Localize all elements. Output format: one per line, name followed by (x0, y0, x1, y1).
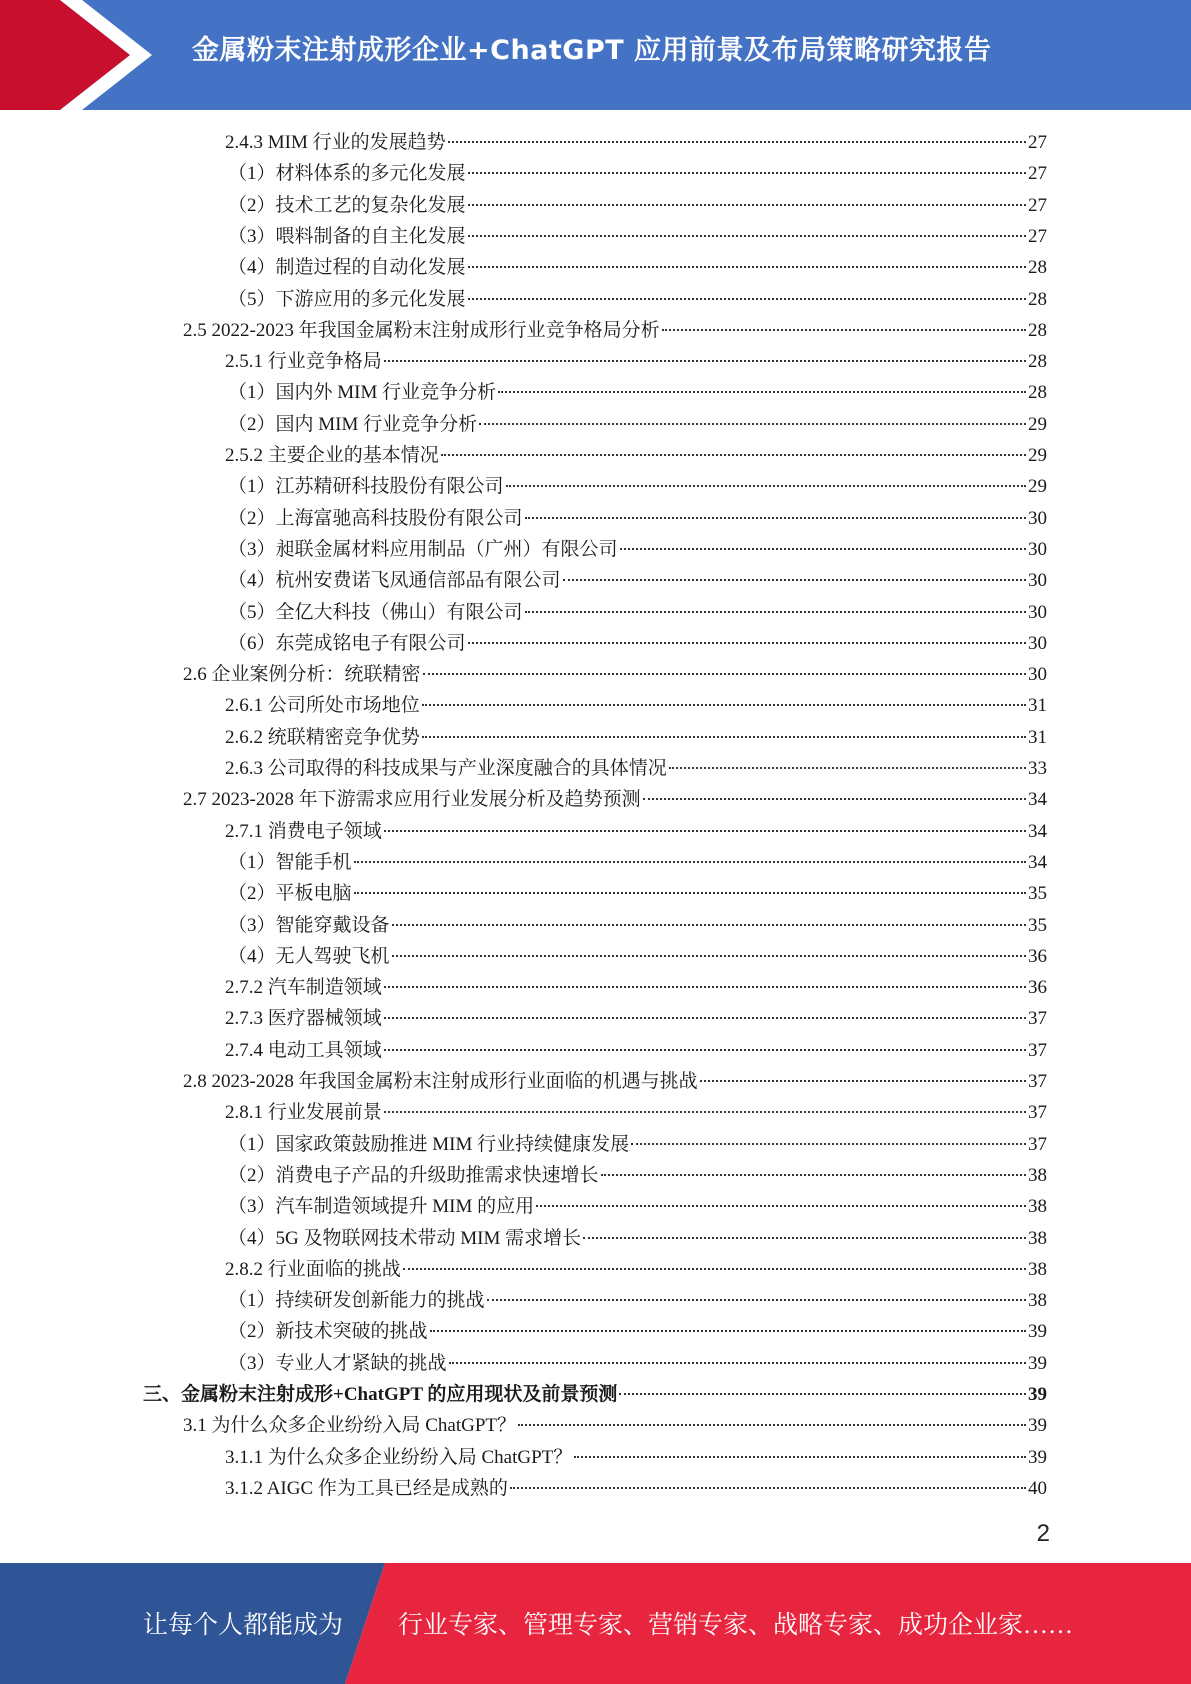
toc-entry-title: （2）平板电脑 (228, 883, 352, 905)
toc-entry-title: 2.7.1 消费电子领域 (225, 820, 382, 842)
toc-entry-page: 37 (1028, 1039, 1047, 1061)
toc-entry[interactable] (225, 346, 1047, 377)
toc-entry-title: （6）东莞成铭电子有限公司 (228, 632, 466, 654)
toc-dot-leader (563, 579, 1026, 581)
toc-entry-page: 39 (1028, 1352, 1047, 1374)
toc-entry-title: 2.8.1 行业发展前景 (225, 1102, 382, 1124)
toc-entry-title: （4）杭州安费诺飞凤通信部品有限公司 (228, 570, 561, 592)
toc-dot-leader (423, 673, 1026, 675)
toc-entry-page: 35 (1028, 914, 1047, 936)
toc-entry[interactable] (228, 1191, 1047, 1222)
toc-entry[interactable] (225, 127, 1047, 158)
toc-entry-page: 30 (1028, 538, 1047, 560)
toc-dot-leader (384, 986, 1026, 988)
toc-dot-leader (487, 1299, 1026, 1301)
toc-dot-leader (525, 517, 1026, 519)
toc-entry-title: 2.6.1 公司所处市场地位 (225, 695, 420, 717)
toc-entry[interactable] (228, 941, 1047, 972)
toc-dot-leader (403, 1268, 1026, 1270)
page-footer (0, 1563, 1191, 1684)
toc-entry[interactable] (228, 503, 1047, 534)
toc-entry-title: （1）材料体系的多元化发展 (228, 163, 466, 185)
toc-entry-page: 35 (1028, 883, 1047, 905)
toc-entry-title: （4）5G 及物联网技术带动 MIM 需求增长 (228, 1227, 582, 1249)
toc-dot-leader (392, 924, 1026, 926)
toc-entry[interactable] (225, 1442, 1047, 1473)
toc-entry-title: （2）技术工艺的复杂化发展 (228, 194, 466, 216)
toc-entry[interactable] (228, 252, 1047, 283)
toc-entry-page: 39 (1028, 1384, 1047, 1405)
toc-entry[interactable] (183, 1410, 1047, 1441)
toc-dot-leader (384, 830, 1026, 832)
toc-entry[interactable] (183, 315, 1047, 346)
toc-entry-page: 38 (1028, 1227, 1047, 1249)
toc-entry-title: 三、金属粉末注射成形+ChatGPT 的应用现状及前景预测 (143, 1384, 618, 1405)
toc-dot-leader (384, 1049, 1026, 1051)
toc-entry-page: 39 (1028, 1446, 1047, 1468)
toc-entry[interactable] (225, 1097, 1047, 1128)
toc-entry[interactable] (228, 158, 1047, 189)
toc-entry-page: 28 (1028, 257, 1047, 279)
toc-dot-leader (619, 1393, 1026, 1395)
toc-dot-leader (392, 955, 1026, 957)
toc-entry-title: （3）智能穿戴设备 (228, 914, 390, 936)
toc-entry-title: 2.6 企业案例分析：统联精密 (183, 664, 421, 686)
toc-entry-page: 31 (1028, 726, 1047, 748)
toc-entry-title: （2）新技术突破的挑战 (228, 1321, 428, 1343)
toc-dot-leader (498, 391, 1026, 393)
toc-entry-title: （3）喂料制备的自主化发展 (228, 225, 466, 247)
toc-entry-title: 3.1.2 AIGC 作为工具已经是成熟的 (225, 1477, 508, 1499)
toc-entry-title: 2.5.1 行业竞争格局 (225, 351, 382, 373)
toc-entry[interactable] (225, 690, 1047, 721)
toc-entry[interactable] (228, 878, 1047, 909)
toc-entry-page: 39 (1028, 1415, 1047, 1437)
toc-dot-leader (448, 141, 1026, 143)
toc-entry-title: （1）国家政策鼓励推进 MIM 行业持续健康发展 (228, 1133, 630, 1155)
toc-entry-page: 33 (1028, 758, 1047, 779)
toc-entry-page: 29 (1028, 413, 1047, 435)
toc-dot-leader (468, 204, 1026, 206)
toc-entry-title: （4）无人驾驶飞机 (228, 945, 390, 967)
toc-dot-leader (574, 1456, 1026, 1458)
toc-dot-leader (525, 611, 1026, 613)
toc-dot-leader (468, 298, 1026, 300)
toc-entry-page: 37 (1028, 1008, 1047, 1030)
toc-entry-page: 38 (1028, 1290, 1047, 1312)
toc-entry-page: 34 (1028, 789, 1047, 811)
toc-entry-title: （4）制造过程的自动化发展 (228, 257, 466, 279)
toc-entry[interactable] (228, 847, 1047, 878)
toc-entry[interactable] (143, 1379, 1047, 1410)
toc-entry[interactable] (225, 1254, 1047, 1285)
toc-entry-page: 27 (1028, 163, 1047, 185)
toc-entry-title: （3）汽车制造领域提升 MIM 的应用 (228, 1196, 535, 1218)
toc-entry[interactable] (228, 1129, 1047, 1160)
toc-entry-page: 28 (1028, 288, 1047, 310)
toc-entry-page: 39 (1028, 1321, 1047, 1343)
toc-dot-leader (536, 1205, 1026, 1207)
toc-dot-leader (384, 1111, 1026, 1113)
toc-entry-page: 30 (1028, 601, 1047, 623)
toc-entry-title: （5）全亿大科技（佛山）有限公司 (228, 601, 523, 623)
toc-dot-leader (441, 454, 1026, 456)
toc-dot-leader (583, 1237, 1026, 1239)
toc-entry[interactable] (225, 440, 1047, 471)
toc-entry-page: 27 (1028, 194, 1047, 216)
toc-dot-leader (510, 1487, 1026, 1489)
toc-entry[interactable] (228, 284, 1047, 315)
toc-entry-title: 2.6.3 公司取得的科技成果与产业深度融合的具体情况 (225, 758, 667, 779)
toc-dot-leader (468, 642, 1026, 644)
toc-entry-page: 34 (1028, 820, 1047, 842)
toc-dot-leader (662, 329, 1026, 331)
toc-entry[interactable] (228, 1160, 1047, 1191)
toc-entry-title: （1）持续研发创新能力的挑战 (228, 1290, 485, 1312)
toc-entry-page: 30 (1028, 632, 1047, 654)
toc-entry[interactable] (225, 972, 1047, 1003)
toc-entry-title: （2）消费电子产品的升级助推需求快速增长 (228, 1164, 599, 1186)
toc-entry[interactable] (225, 1003, 1047, 1034)
footer-slogan-right: 行业专家、管理专家、营销专家、战略专家、成功企业家…… (398, 1612, 1074, 1639)
toc-dot-leader (479, 423, 1026, 425)
toc-dot-leader (430, 1330, 1026, 1332)
report-title: 金属粉末注射成形企业+ChatGPT 应用前景及布局策略研究报告 (192, 35, 992, 66)
toc-dot-leader (422, 736, 1026, 738)
toc-dot-leader (506, 485, 1026, 487)
toc-dot-leader (449, 1362, 1026, 1364)
toc-entry-page: 27 (1028, 132, 1047, 153)
toc-dot-leader (620, 548, 1026, 550)
toc-dot-leader (601, 1174, 1026, 1176)
toc-dot-leader (468, 235, 1026, 237)
toc-entry-page: 40 (1028, 1477, 1047, 1499)
toc-entry-title: 2.5.2 主要企业的基本情况 (225, 445, 439, 466)
toc-entry-title: （1）国内外 MIM 行业竞争分析 (228, 382, 497, 404)
toc-entry-title: 2.7.4 电动工具领域 (225, 1039, 382, 1061)
toc-dot-leader (631, 1143, 1026, 1145)
toc-entry[interactable] (228, 471, 1047, 502)
page-number: 2 (1036, 1520, 1050, 1547)
toc-entry-title: 2.8.2 行业面临的挑战 (225, 1258, 401, 1280)
toc-entry-page: 29 (1028, 445, 1047, 466)
toc-entry[interactable] (225, 1035, 1047, 1066)
toc-entry[interactable] (183, 659, 1047, 690)
toc-dot-leader (700, 1080, 1026, 1082)
toc-entry-page: 37 (1028, 1133, 1047, 1155)
toc-entry[interactable] (228, 597, 1047, 628)
toc-dot-leader (354, 861, 1026, 863)
toc-entry-title: 2.7.2 汽车制造领域 (225, 977, 382, 999)
toc-entry-title: 3.1 为什么众多企业纷纷入局 ChatGPT？ (183, 1415, 517, 1437)
toc-dot-leader (468, 266, 1026, 268)
toc-entry-page: 38 (1028, 1164, 1047, 1186)
toc-entry-title: （2）国内 MIM 行业竞争分析 (228, 413, 478, 435)
toc-entry[interactable] (225, 816, 1047, 847)
footer-slogan-left: 让每个人都能成为 (143, 1612, 344, 1639)
toc-entry-page: 28 (1028, 319, 1047, 341)
toc-entry[interactable] (225, 722, 1047, 753)
toc-entry[interactable] (228, 409, 1047, 440)
toc-dot-leader (354, 892, 1026, 894)
toc-entry-title: （3）昶联金属材料应用制品（广州）有限公司 (228, 538, 618, 560)
toc-entry-page: 27 (1028, 225, 1047, 247)
toc-entry-page: 28 (1028, 382, 1047, 404)
toc-dot-leader (422, 704, 1026, 706)
toc-entry-page: 37 (1028, 1102, 1047, 1124)
toc-entry-title: （3）专业人才紧缺的挑战 (228, 1352, 447, 1374)
toc-entry-title: 2.8 2023-2028 年我国金属粉末注射成形行业面临的机遇与挑战 (183, 1071, 698, 1092)
toc-entry[interactable] (183, 784, 1047, 815)
toc-entry-page: 30 (1028, 507, 1047, 529)
toc-dot-leader (669, 767, 1026, 769)
toc-dot-leader (643, 798, 1026, 800)
toc-entry[interactable] (183, 1066, 1047, 1097)
toc-entry[interactable] (228, 534, 1047, 565)
toc-entry-page: 37 (1028, 1071, 1047, 1092)
toc-entry[interactable] (225, 753, 1047, 784)
toc-entry[interactable] (228, 628, 1047, 659)
page-header (0, 0, 1191, 110)
toc-entry[interactable] (228, 221, 1047, 252)
toc-entry-page: 30 (1028, 664, 1047, 686)
toc-entry-page: 38 (1028, 1258, 1047, 1280)
toc-entry-title: 2.7 2023-2028 年下游需求应用行业发展分析及趋势预测 (183, 789, 641, 811)
toc-entry[interactable] (228, 190, 1047, 221)
toc-entry-title: （5）下游应用的多元化发展 (228, 288, 466, 310)
toc-entry-title: 2.6.2 统联精密竞争优势 (225, 726, 420, 748)
toc-entry-page: 30 (1028, 570, 1047, 592)
toc-entry[interactable] (228, 1348, 1047, 1379)
toc-entry-title: （2）上海富驰高科技股份有限公司 (228, 507, 523, 529)
toc-entry[interactable] (225, 1473, 1047, 1504)
toc-entry-page: 29 (1028, 476, 1047, 498)
toc-entry-title: 3.1.1 为什么众多企业纷纷入局 ChatGPT？ (225, 1446, 573, 1468)
toc-entry[interactable] (228, 1316, 1047, 1347)
toc-entry-title: 2.5 2022-2023 年我国金属粉末注射成形行业竞争格局分析 (183, 319, 660, 341)
toc-dot-leader (518, 1424, 1026, 1426)
toc-entry[interactable] (228, 910, 1047, 941)
toc-entry[interactable] (228, 565, 1047, 596)
toc-dot-leader (468, 172, 1026, 174)
toc-entry-page: 38 (1028, 1196, 1047, 1218)
toc-entry-page: 36 (1028, 977, 1047, 999)
toc-entry-title: 2.4.3 MIM 行业的发展趋势 (225, 132, 446, 153)
toc-entry-title: 2.7.3 医疗器械领域 (225, 1008, 382, 1030)
toc-entry-page: 34 (1028, 851, 1047, 873)
toc-dot-leader (384, 360, 1026, 362)
toc-entry-page: 36 (1028, 945, 1047, 967)
toc-dot-leader (384, 1017, 1026, 1019)
toc-entry-page: 28 (1028, 351, 1047, 373)
toc-entry-title: （1）江苏精研科技股份有限公司 (228, 476, 504, 498)
toc-entry[interactable] (228, 377, 1047, 408)
toc-entry[interactable] (228, 1285, 1047, 1316)
toc-entry-page: 31 (1028, 695, 1047, 717)
toc-entry-title: （1）智能手机 (228, 851, 352, 873)
toc-entry[interactable] (228, 1223, 1047, 1254)
